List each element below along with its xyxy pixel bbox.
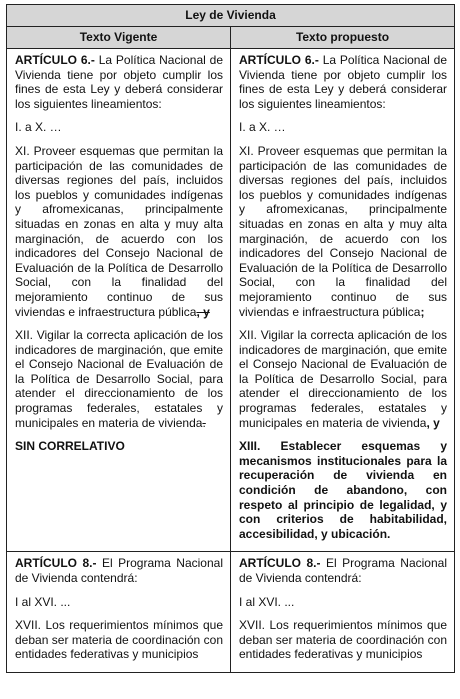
art6-proposed-range: I. a X. …: [239, 120, 286, 135]
art8-current-range: I al XVI. ...: [15, 594, 71, 609]
art6-proposed-xiii: XIII. Establecer esquemas y mecanismos institucionales para la recuperación de vivienda en condición de abandono, con respeto al principio de legalidad, y con criterios de habitabilidad, accesibilidad, y ubicación.: [239, 439, 447, 541]
struck-text: .: [202, 415, 206, 430]
comparison-table: [6, 4, 455, 673]
added-text: , y: [426, 415, 440, 430]
art6-current-range: I. a X. …: [15, 120, 62, 135]
art8-proposed-xvii: XVII. Los requerimientos mínimos que deban ser materia de coordinación con entidades federativas y municipios: [239, 618, 447, 662]
art8-proposed-cell: [231, 552, 455, 673]
article-heading: ARTÍCULO 8.-: [15, 556, 97, 571]
column-header-proposed: Texto propuesto: [231, 27, 455, 49]
art8-proposed-lead: ARTÍCULO 8.- El Programa Nacional de Vivienda contendrá:: [239, 556, 447, 585]
art8-current-lead: ARTÍCULO 8.- El Programa Nacional de Vivienda contendrá:: [15, 556, 223, 585]
art8-proposed-range: I al XVI. ...: [239, 594, 295, 609]
art6-current-xi: XI. Proveer esquemas que permitan la participación de las comunidades de diversas regiones del país, incluidos los pueblos y comunidades indígenas y afromexicanas, principalmente situadas en zonas en alta y muy alta marginación, de acuerdo con los indicadores del Consejo Nacional de Evaluación de la Política de Desarrollo Social, con la finalidad del mejoramiento continuo de sus viviendas e infraestructura pública, y: [15, 143, 223, 319]
added-text: ;: [420, 304, 425, 319]
art8-current-cell: [7, 552, 231, 673]
article-heading: ARTÍCULO 6.-: [15, 53, 95, 67]
art6-proposed-xii: XII. Vigilar la correcta aplicación de los indicadores de marginación, que emite el Consejo Nacional de Evaluación de la Política de Desarrollo Social, para atender el direccionamiento de los programas federales, estatales y municipales en materia de vivienda, y: [239, 328, 447, 430]
article-heading: ARTÍCULO 8.-: [239, 556, 321, 571]
art6-proposed-xi: XI. Proveer esquemas que permitan la participación de las comunidades de diversas regiones del país, incluidos los pueblos y comunidades indígenas y afromexicanas, principalmente situadas en zonas en alta y muy alta marginación, de acuerdo con los indicadores del Consejo Nacional de Evaluación de la Política de Desarrollo Social, con la finalidad del mejoramiento continuo de sus viviendas e infraestructura pública;: [239, 143, 447, 319]
art6-current-xii: XII. Vigilar la correcta aplicación de los indicadores de marginación, que emite el Consejo Nacional de Evaluación de la Política de Desarrollo Social, para atender el direccionamiento de los programas federales, estatales y municipales en materia de vivienda.: [15, 328, 223, 430]
article-heading: ARTÍCULO 6.-: [239, 53, 319, 67]
table-row: [7, 49, 455, 552]
column-header-current: Texto Vigente: [7, 27, 231, 49]
table-row: [7, 552, 455, 673]
art8-current-xvii: XVII. Los requerimientos mínimos que deban ser materia de coordinación con entidades federativas y municipios: [15, 618, 223, 662]
art6-proposed-cell: [231, 49, 455, 552]
art6-proposed-lead: ARTÍCULO 6.- La Política Nacional de Vivienda tiene por objeto cumplir los fines de esta Ley y deberá considerar los siguientes lineamientos:: [239, 53, 447, 111]
no-correlative-label: SIN CORRELATIVO: [15, 439, 125, 454]
art6-current-lead: ARTÍCULO 6.- La Política Nacional de Vivienda tiene por objeto cumplir los fines de esta Ley y deberá considerar los siguientes lineamientos:: [15, 53, 223, 111]
table-title: Ley de Vivienda: [7, 5, 455, 27]
struck-text: , y: [196, 304, 210, 319]
art6-current-cell: [7, 49, 231, 552]
